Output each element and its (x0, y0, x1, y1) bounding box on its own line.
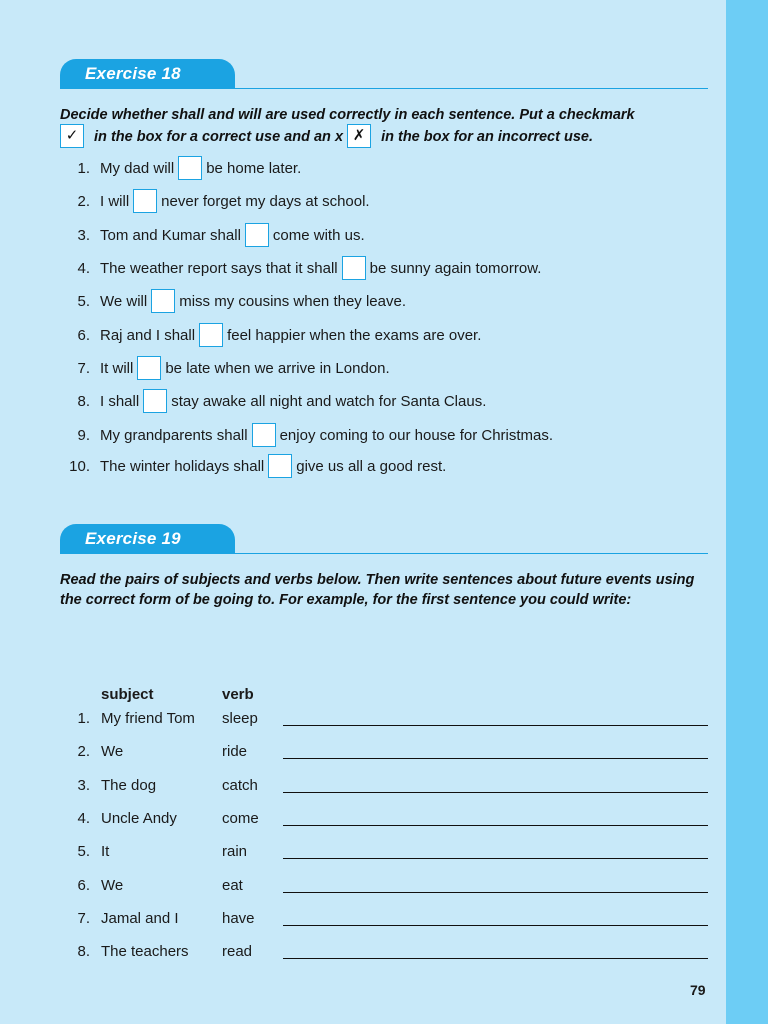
item-number: 5. (77, 293, 90, 310)
subject-verb-row (60, 908, 708, 930)
sentence-item (60, 190, 370, 214)
item-number: 1. (77, 160, 90, 177)
sentence-item (60, 390, 486, 414)
column-header-subject: subject (101, 686, 154, 703)
sentence-item (60, 290, 406, 314)
subject-verb-row (60, 708, 708, 730)
sentence-item (60, 455, 446, 479)
sentence-start: My dad will (100, 160, 175, 177)
answer-checkbox[interactable] (178, 156, 202, 180)
row-number: 2. (77, 743, 90, 760)
answer-checkbox[interactable] (199, 323, 223, 347)
instr-shall: shall (171, 107, 205, 123)
subject-verb-row (60, 741, 708, 763)
sentence-start: I shall (100, 393, 140, 410)
row-subject: Jamal and I (101, 910, 179, 927)
sentence-end: miss my cousins when they leave. (179, 293, 406, 310)
sentence-start: It will (100, 360, 134, 377)
item-number: 9. (77, 427, 90, 444)
answer-line[interactable] (283, 725, 708, 726)
row-number: 4. (77, 810, 90, 827)
sentence-start: Tom and Kumar shall (100, 227, 241, 244)
item-number: 10. (69, 458, 90, 475)
answer-checkbox[interactable] (252, 423, 276, 447)
row-verb: read (222, 943, 253, 960)
cross-icon: ✗ (352, 127, 366, 144)
subject-verb-row (60, 941, 708, 963)
row-number: 8. (77, 943, 90, 960)
exercise-18-instructions (60, 105, 710, 149)
sentence-start: My grandparents shall (100, 427, 248, 444)
answer-line[interactable] (283, 958, 708, 959)
sentence-start: Raj and I shall (100, 327, 196, 344)
instr-text: . For example, for the first sentence you could write: (271, 592, 632, 608)
row-number: 6. (77, 877, 90, 894)
answer-line[interactable] (283, 925, 708, 926)
item-number: 7. (77, 360, 90, 377)
row-verb: eat (222, 877, 243, 894)
exercise-19-title: Exercise 19 (85, 529, 181, 548)
sentence-start: We will (100, 293, 148, 310)
row-subject: The teachers (101, 943, 189, 960)
row-number: 3. (77, 777, 90, 794)
sentence-end: give us all a good rest. (296, 458, 447, 475)
exercise-19-instructions (60, 570, 700, 610)
answer-line[interactable] (283, 892, 708, 893)
answer-line[interactable] (283, 792, 708, 793)
sentence-item (60, 157, 301, 181)
sentence-end: feel happier when the exams are over. (227, 327, 482, 344)
side-bar (726, 0, 768, 1024)
row-number: 1. (77, 710, 90, 727)
row-subject: The dog (101, 777, 157, 794)
answer-checkbox[interactable] (268, 454, 292, 478)
row-subject: We (101, 743, 124, 760)
row-verb: come (222, 810, 259, 827)
row-subject: Uncle Andy (101, 810, 177, 827)
sample-checkmark-box (60, 124, 84, 148)
instr-text: Decide whether (60, 107, 172, 123)
row-number: 7. (77, 910, 90, 927)
exercise-19-tab (60, 524, 235, 554)
answer-checkbox[interactable] (151, 289, 175, 313)
exercise-18-tab (60, 59, 235, 89)
sentence-item (60, 357, 390, 381)
item-number: 8. (77, 393, 90, 410)
sentence-end: enjoy coming to our house for Christmas. (279, 427, 554, 444)
row-subject: It (101, 843, 110, 860)
exercise-18-title: Exercise 18 (85, 64, 181, 83)
subject-verb-row (60, 841, 708, 863)
subject-verb-row (60, 808, 708, 830)
exercise-19-rule (60, 553, 708, 554)
checkmark-icon: ✓ (65, 127, 79, 144)
sentence-end: be home later. (206, 160, 302, 177)
answer-checkbox[interactable] (342, 256, 366, 280)
sentence-item (60, 424, 553, 448)
sentence-start: The weather report says that it shall (100, 260, 338, 277)
instr-text: Read the pairs of subjects and verbs below. Then write sentences about future events using the correct form of (60, 572, 695, 608)
item-number: 6. (77, 327, 90, 344)
sentence-end: come with us. (272, 227, 365, 244)
row-subject: My friend Tom (101, 710, 195, 727)
page-number: 79 (690, 982, 706, 998)
sentence-end: be sunny again tomorrow. (369, 260, 542, 277)
row-verb: catch (222, 777, 258, 794)
row-subject: We (101, 877, 124, 894)
row-verb: rain (222, 843, 248, 860)
answer-line[interactable] (283, 825, 708, 826)
sentence-item (60, 324, 481, 348)
exercise-18-rule (60, 88, 708, 89)
instr-text: are used correctly in each sentence. Put a checkmark (261, 107, 635, 123)
sample-cross-box (347, 124, 371, 148)
exercise-18-header (60, 59, 708, 91)
sentence-item (60, 257, 541, 281)
instr-be-going-to: be going to (192, 592, 272, 608)
subject-verb-row (60, 875, 708, 897)
instr-text: in the box for a correct use and an x (90, 128, 348, 145)
instr-will: will (238, 107, 262, 123)
instr-text: in the box for an incorrect use. (377, 128, 593, 145)
answer-checkbox[interactable] (143, 389, 167, 413)
subject-verb-row (60, 775, 708, 797)
sentence-end: be late when we arrive in London. (165, 360, 390, 377)
sentence-start: I will (100, 193, 130, 210)
sentence-item (60, 224, 365, 248)
answer-checkbox[interactable] (133, 189, 157, 213)
instr-text: and (204, 107, 239, 123)
column-header-verb: verb (222, 686, 254, 703)
answer-line[interactable] (283, 858, 708, 859)
sentence-start: The winter holidays shall (100, 458, 265, 475)
answer-checkbox[interactable] (245, 223, 269, 247)
sentence-end: never forget my days at school. (161, 193, 370, 210)
item-number: 3. (77, 227, 90, 244)
exercise-19-header (60, 524, 708, 556)
row-verb: ride (222, 743, 248, 760)
answer-checkbox[interactable] (137, 356, 161, 380)
item-number: 4. (77, 260, 90, 277)
row-verb: have (222, 910, 255, 927)
row-verb: sleep (222, 710, 258, 727)
sentence-end: stay awake all night and watch for Santa Claus. (171, 393, 487, 410)
item-number: 2. (77, 193, 90, 210)
row-number: 5. (77, 843, 90, 860)
answer-line[interactable] (283, 758, 708, 759)
